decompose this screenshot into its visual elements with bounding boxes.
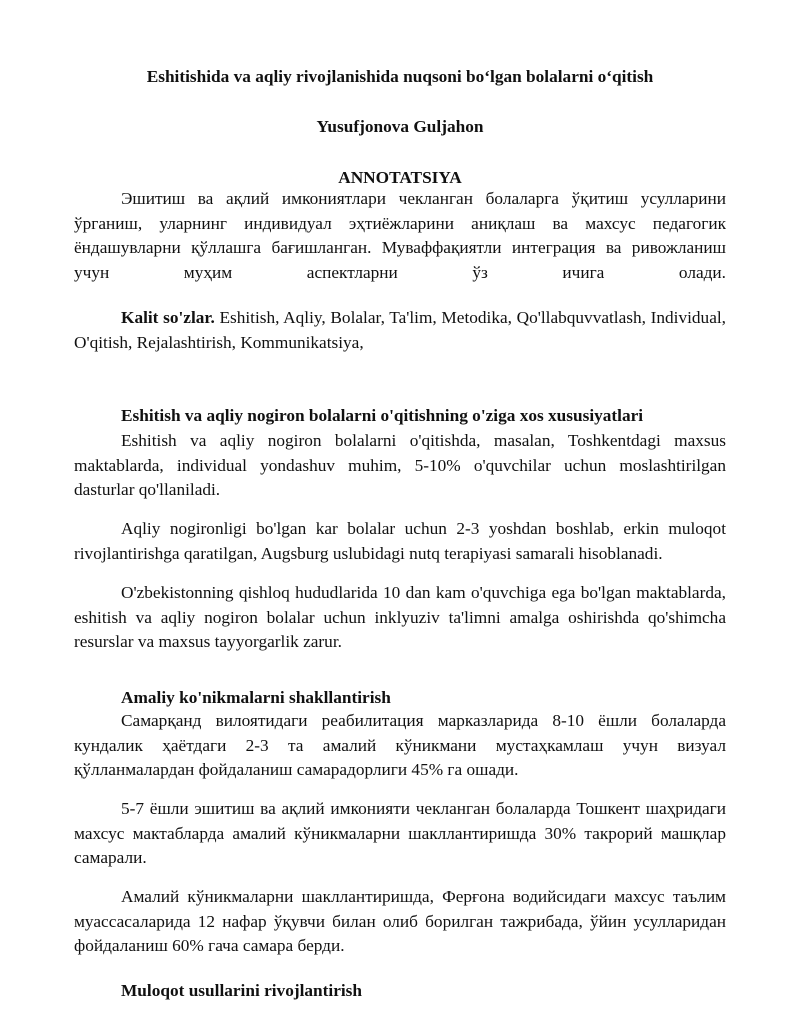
paragraph: Eshitish va aqliy nogiron bolalarni o'qitishda, masalan, Toshkentdagi maxsus maktablarda, individual yondashuv muhim, 5-10% o'quvchilar uchun moslashtirilgan dasturlar qo'llaniladi.: [74, 431, 726, 499]
paragraph: Самарқанд вилоятидаги реабилитация марказларида 8-10 ёшли болаларда кундалик ҳаётдаги 2-3 та амалий кўникмани мустаҳкамлаш учун визуал қўлланмалардан фойдаланиш самарадорлиги 45% га ошади.: [74, 711, 726, 779]
paragraph: Амалий кўникмаларни шакллантиришда, Ферғона водийсидаги махсус таълим муассасаларида 12 нафар ўқувчи билан олиб борилган тажрибада, ўйин усулларидан фойдаланиш 60% гача самара берди.: [74, 887, 726, 955]
section-heading-features: Eshitish va aqliy nogiron bolalarni o'qitishning o'ziga xos xususiyatlari: [121, 406, 644, 425]
annotation-paragraph: Эшитиш ва ақлий имкониятлари чекланган болаларга ўқитиш усулларини ўрганиш, уларнинг индивидуал эҳтиёжларини аниқлаш ва махсус педагогик ёндашувларни қўллашга бағишланган. Муваффақиятли интеграция ва ривожланиш учун муҳим аспектларни ўз ичига олади.: [74, 189, 726, 282]
keywords-paragraph: [74, 306, 726, 355]
paragraph: O'zbekistonning qishloq hududlarida 10 dan kam o'quvchiga ega bo'lgan maktablarda, eshitish va aqliy nogiron bolalar uchun inklyuziv ta'limni amalga oshirishda qo'shimcha resurslar va maxsus tayyorgarlik zarur.: [74, 583, 726, 651]
document-title: Eshitishida va aqliy rivojlanishida nuqsoni bo‘lgan bolalarni o‘qitish: [146, 67, 654, 86]
keywords-label: Kalit so'zlar.: [121, 308, 215, 327]
paragraph: 5-7 ёшли эшитиш ва ақлий имконияти чекланган болаларда Тошкент шаҳридаги махсус мактабларда амалий кўникмаларни шакллантиришда 30% такрорий машқлар самарали.: [74, 799, 726, 867]
paragraph: Aqliy nogironligi bo'lgan kar bolalar uchun 2-3 yoshdan boshlab, erkin muloqot rivojlantirishga qaratilgan, Augsburg uslubidagi nutq terapiyasi samarali hisoblanadi.: [74, 519, 726, 563]
annotation-heading: ANNOTATSIYA: [338, 168, 462, 187]
section-heading-practical-skills: Amaliy ko'nikmalarni shakllantirish: [121, 688, 391, 707]
section-heading-communication: Muloqot usullarini rivojlantirish: [121, 981, 363, 1000]
author-name: Yusufjonova Guljahon: [316, 117, 484, 136]
keywords-list: Eshitish, Aqliy, Bolalar, Ta'lim, Metodika, Qo'llabquvvatlash, Individual, O'qitish, Rejalashtirish, Kommunikatsiya,: [74, 308, 726, 352]
